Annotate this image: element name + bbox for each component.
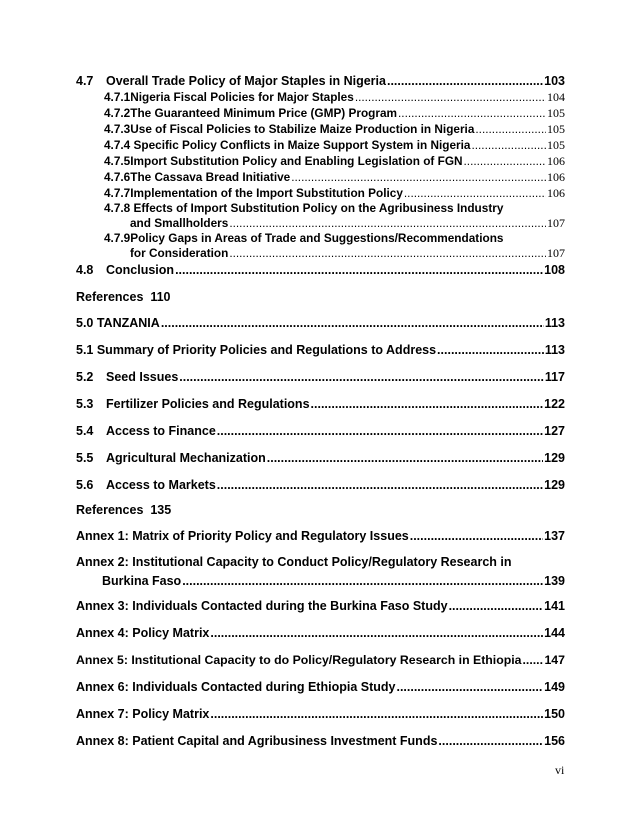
toc-title: Annex 3: Individuals Contacted during the Burkina Faso Study (76, 599, 448, 613)
toc-entry-4-8[interactable] (76, 263, 565, 278)
dot-leader (396, 680, 543, 695)
toc-title: Annex 4: Policy Matrix (76, 626, 210, 640)
toc-page: 147 (544, 653, 565, 667)
toc-entry-references[interactable] (76, 290, 171, 305)
toc-entry-5-6[interactable] (76, 478, 565, 493)
dot-leader (210, 626, 543, 641)
toc-title: Access to Finance (106, 424, 216, 438)
toc-entry-4-7-9[interactable] (104, 231, 565, 261)
toc-page: 139 (544, 574, 565, 588)
dot-leader (387, 74, 543, 89)
toc-entry-references[interactable] (76, 503, 171, 518)
dot-leader (471, 138, 546, 153)
toc-page: 150 (544, 707, 565, 721)
toc-entry-4-7-6[interactable] (104, 170, 565, 185)
dot-leader (464, 154, 546, 169)
dot-leader (523, 653, 544, 668)
toc-page: 137 (544, 529, 565, 543)
toc-page: 122 (544, 397, 565, 411)
toc-entry-4-7-4[interactable] (104, 138, 565, 153)
toc-page: 156 (544, 734, 565, 748)
toc-number: 4.8 (76, 263, 94, 277)
toc-title: 4.7.1Nigeria Fiscal Policies for Major Staples (104, 90, 354, 104)
toc-page: 113 (544, 316, 565, 330)
toc-page: 103 (544, 74, 565, 88)
toc-title: Access to Markets (106, 478, 216, 492)
toc-number: 5.3 (76, 397, 94, 411)
toc-title: Fertilizer Policies and Regulations (106, 397, 310, 411)
dot-leader (475, 122, 546, 137)
dot-leader (355, 90, 546, 105)
toc-page: 127 (544, 424, 565, 438)
toc-title-continued: for Consideration (130, 246, 229, 260)
toc-page: 129 (544, 478, 565, 492)
toc-entry-4-7[interactable] (76, 74, 565, 89)
toc-number: 4.7 (76, 74, 94, 88)
dot-leader (229, 246, 546, 261)
toc-page: 113 (544, 343, 565, 357)
toc-title: 4.7.8 Effects of Import Substitution Policy on the Agribusiness Industry (104, 201, 504, 215)
toc-title: 4.7.6The Cassava Bread Initiative (104, 170, 291, 184)
toc-title: 4.7.2The Guaranteed Minimum Price (GMP) Program (104, 106, 398, 120)
dot-leader (291, 170, 546, 185)
dot-leader (161, 316, 544, 331)
toc-title: Conclusion (106, 263, 175, 277)
toc-entry-5-4[interactable] (76, 424, 565, 439)
toc-page: 106 (547, 154, 565, 168)
toc-entry-annex-1[interactable] (76, 529, 565, 544)
toc-title: 5.1 Summary of Priority Policies and Regulations to Address (76, 343, 437, 357)
toc-entry-5-1[interactable] (76, 343, 565, 358)
toc-title: 4.7.3Use of Fiscal Policies to Stabilize Maize Production in Nigeria (104, 122, 475, 136)
dot-leader (217, 478, 543, 493)
dot-leader (267, 451, 543, 466)
toc-title: 4.7.5Import Substitution Policy and Enabling Legislation of FGN (104, 154, 463, 168)
dot-leader (229, 216, 546, 231)
toc-title: 4.7.4 Specific Policy Conflicts in Maize Support System in Nigeria (104, 138, 471, 152)
toc-title-continued: and Smallholders (130, 216, 229, 230)
toc-title: Agricultural Mechanization (106, 451, 266, 465)
dot-leader (175, 263, 543, 278)
dot-leader (404, 186, 546, 201)
toc-title: Seed Issues (106, 370, 179, 384)
toc-entry-4-7-2[interactable] (104, 106, 565, 121)
dot-leader (438, 734, 543, 749)
toc-title: Annex 1: Matrix of Priority Policy and Regulatory Issues (76, 529, 409, 543)
toc-title: References 110 (76, 290, 171, 304)
toc-entry-4-7-5[interactable] (104, 154, 565, 169)
toc-entry-5-0[interactable] (76, 316, 565, 331)
toc-entry-5-2[interactable] (76, 370, 565, 385)
footer-page-number: vi (555, 763, 565, 777)
toc-number: 5.2 (76, 370, 94, 384)
toc-title: Annex 6: Individuals Contacted during Ethiopia Study (76, 680, 396, 694)
toc-entry-4-7-7[interactable] (104, 186, 565, 201)
toc-number: 5.4 (76, 424, 94, 438)
toc-entry-4-7-1[interactable] (104, 90, 565, 105)
toc-entry-5-3[interactable] (76, 397, 565, 412)
toc-page: 105 (547, 138, 565, 152)
toc-page: 117 (544, 370, 565, 384)
toc-title: 4.7.9Policy Gaps in Areas of Trade and Suggestions/Recommendations (104, 231, 504, 245)
toc-entry-annex-4[interactable] (76, 626, 565, 641)
toc-page: 108 (544, 263, 565, 277)
toc-page: 149 (544, 680, 565, 694)
dot-leader (179, 370, 544, 385)
dot-leader (410, 529, 543, 544)
toc-title: 4.7.7Implementation of the Import Substitution Policy (104, 186, 403, 200)
toc-entry-4-7-8[interactable] (104, 201, 565, 231)
toc-title: Overall Trade Policy of Major Staples in Nigeria (106, 74, 386, 88)
dot-leader (182, 572, 543, 591)
toc-page: 105 (547, 106, 565, 120)
dot-leader (398, 106, 546, 121)
dot-leader (437, 343, 544, 358)
toc-entry-4-7-3[interactable] (104, 122, 565, 137)
toc-entry-annex-6[interactable] (76, 680, 565, 695)
toc-entry-annex-8[interactable] (76, 734, 565, 749)
toc-entry-annex-3[interactable] (76, 599, 565, 614)
dot-leader (210, 707, 543, 722)
toc-page: 144 (544, 626, 565, 640)
toc-page: 105 (547, 122, 565, 136)
dot-leader (217, 424, 543, 439)
toc-title: Annex 7: Policy Matrix (76, 707, 210, 721)
toc-title: References 135 (76, 503, 172, 517)
toc-number: 5.5 (76, 451, 94, 465)
toc-entry-annex-5[interactable] (76, 653, 565, 668)
toc-number: 5.6 (76, 478, 94, 492)
toc-title-continued: Burkina Faso (102, 574, 182, 588)
toc-page: 106 (547, 170, 565, 184)
dot-leader (311, 397, 544, 412)
toc-entry-annex-2[interactable] (76, 553, 565, 591)
toc-title: Annex 2: Institutional Capacity to Conduct Policy/Regulatory Research in (76, 555, 512, 569)
toc-page: 129 (544, 451, 565, 465)
toc-title: 5.0 TANZANIA (76, 316, 160, 330)
toc-title: Annex 5: Institutional Capacity to do Policy/Regulatory Research in Ethiopia (76, 653, 522, 667)
toc-page: 106 (547, 186, 565, 200)
toc-page: 141 (544, 599, 565, 613)
toc-page: 107 (547, 246, 565, 260)
toc-page: 104 (547, 90, 565, 104)
dot-leader (449, 599, 544, 614)
toc-entry-annex-7[interactable] (76, 707, 565, 722)
toc-entry-5-5[interactable] (76, 451, 565, 466)
toc-page: 107 (547, 216, 565, 230)
toc-title: Annex 8: Patient Capital and Agribusiness Investment Funds (76, 734, 438, 748)
